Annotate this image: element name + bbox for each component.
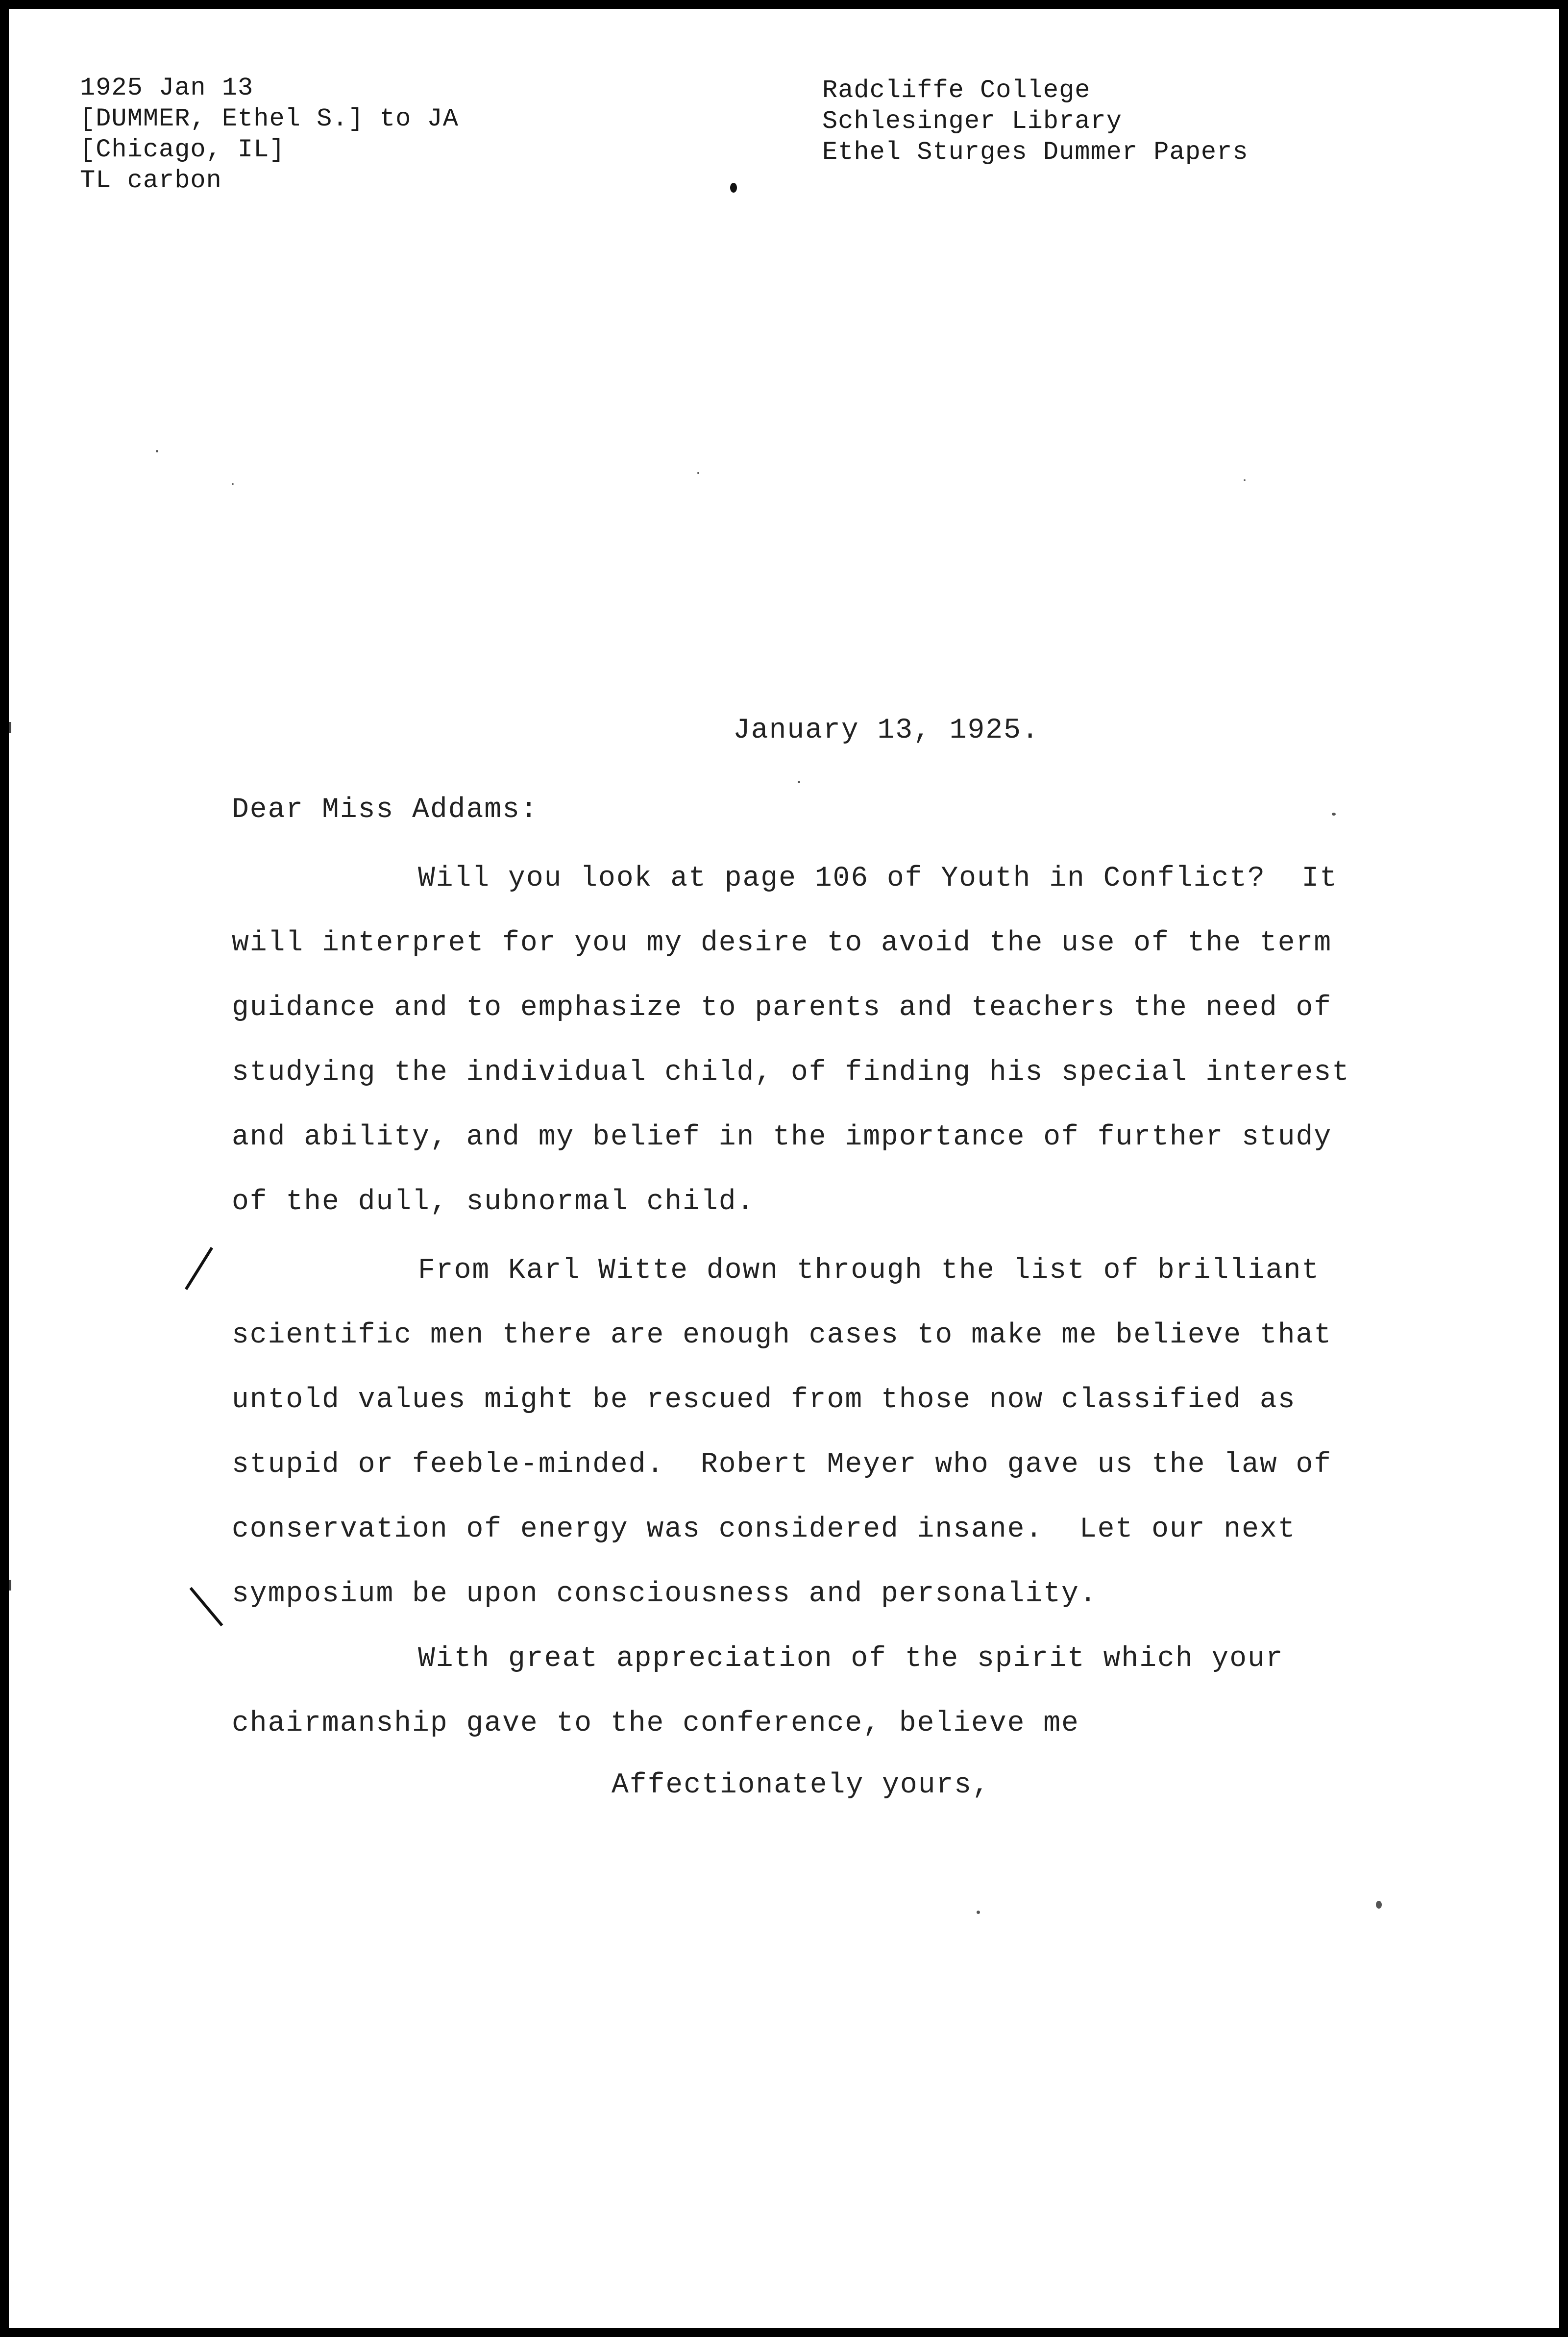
paragraph-line: symposium be upon consciousness and personality. xyxy=(232,1578,1098,1610)
paragraph-line: will interpret for you my desire to avoid the use of the term xyxy=(232,927,1332,959)
paragraph-line: scientific men there are enough cases to make me believe that xyxy=(232,1319,1332,1351)
catalog-correspondents: [DUMMER, Ethel S.] to JA xyxy=(80,104,459,133)
paragraph-line: of the dull, subnormal child. xyxy=(232,1186,755,1218)
paper-speck xyxy=(1332,813,1336,816)
margin-mark-slash xyxy=(185,1247,213,1290)
paper-speck xyxy=(798,781,800,783)
catalog-place: [Chicago, IL] xyxy=(80,135,285,164)
paragraph-line: untold values might be rescued from those now classified as xyxy=(232,1384,1296,1416)
paragraph-line: and ability, and my belief in the importance of further study xyxy=(232,1121,1332,1153)
paragraph-line: stupid or feeble-minded. Robert Meyer who gave us the law of xyxy=(232,1449,1332,1481)
repository-collection: Ethel Sturges Dummer Papers xyxy=(822,138,1249,167)
paragraph-line: guidance and to emphasize to parents and teachers the need of xyxy=(232,992,1332,1024)
paper-speck xyxy=(977,1911,980,1914)
repository-library: Schlesinger Library xyxy=(822,107,1122,136)
edge-mark xyxy=(9,1580,11,1591)
paper-speck xyxy=(697,472,699,474)
paragraph-line: With great appreciation of the spirit which your xyxy=(418,1643,1284,1675)
paragraph-line: studying the individual child, of finding his special interest xyxy=(232,1057,1350,1089)
paper-speck xyxy=(156,450,158,452)
salutation: Dear Miss Addams: xyxy=(232,794,539,826)
repository-institution: Radcliffe College xyxy=(822,76,1091,105)
paragraph-line: conservation of energy was considered insane. Let our next xyxy=(232,1514,1296,1545)
catalog-format: TL carbon xyxy=(80,166,222,195)
letter-date: January 13, 1925. xyxy=(733,715,1040,746)
paragraph-line: chairmanship gave to the conference, believe me xyxy=(232,1708,1079,1740)
edge-mark xyxy=(9,722,11,733)
closing: Affectionately yours, xyxy=(612,1769,990,1801)
catalog-date: 1925 Jan 13 xyxy=(80,74,254,102)
margin-mark-backslash xyxy=(190,1587,223,1626)
paragraph-line: Will you look at page 106 of Youth in Conflict? It xyxy=(418,863,1338,895)
paper-speck xyxy=(1244,479,1246,481)
document-page xyxy=(9,9,1559,2328)
paragraph-line: From Karl Witte down through the list of brilliant xyxy=(418,1255,1320,1287)
paper-speck xyxy=(232,483,234,485)
ink-dot xyxy=(730,183,737,193)
paper-speck xyxy=(1376,1901,1382,1909)
